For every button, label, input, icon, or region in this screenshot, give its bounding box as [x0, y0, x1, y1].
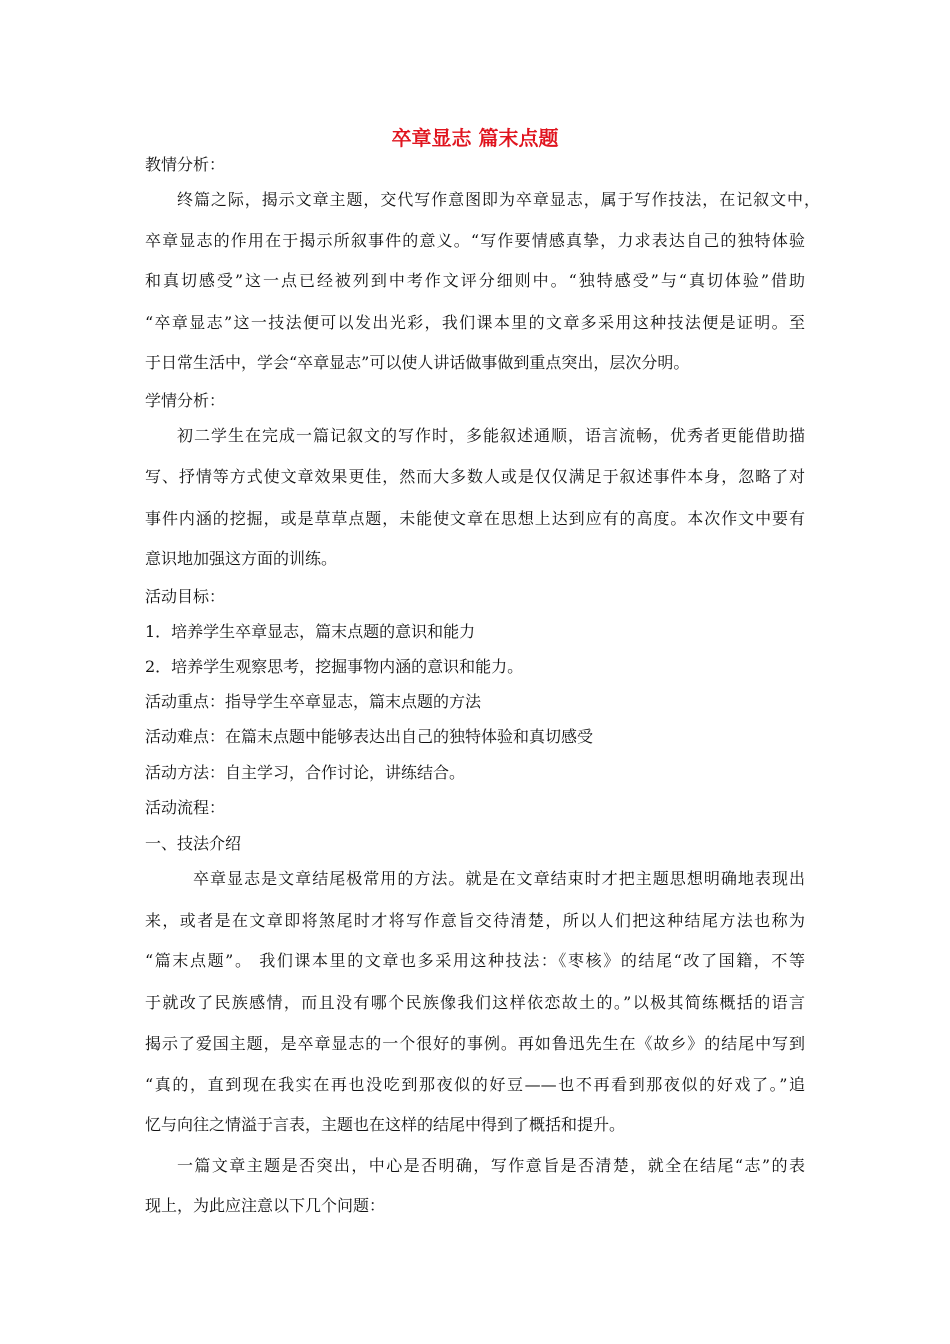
heading-student-analysis: 学情分析： [145, 391, 226, 410]
paragraph-line: 卒章显志是文章结尾极常用的方法。就是在文章结束时才把主题思想明确地表现出 [193, 869, 805, 888]
paragraph-line: “卒章显志”这一技法便可以发出光彩，我们课本里的文章多采用这种技法便是证明。至 [145, 313, 805, 332]
goal-item-2: 2．培养学生观察思考，挖掘事物内涵的意识和能力。 [145, 657, 524, 676]
heading-activity-goals: 活动目标： [145, 587, 226, 606]
heading-activity-process: 活动流程： [145, 798, 226, 817]
heading-teaching-analysis: 教情分析： [145, 155, 226, 174]
paragraph-line: “真的，直到现在我实在再也没吃到那夜似的好豆——也不再看到那夜似的好戏了。”追 [145, 1075, 805, 1094]
paragraph-line: 事件内涵的挖掘，或是草草点题，未能使文章在思想上达到应有的高度。本次作文中要有 [145, 509, 805, 528]
activity-focus: 活动重点：指导学生卒章显志，篇末点题的方法 [145, 692, 482, 711]
paragraph-line: 于日常生活中，学会“卒章显志”可以使人讲话做事做到重点突出，层次分明。 [145, 353, 690, 372]
activity-method: 活动方法：自主学习，合作讨论，讲练结合。 [145, 763, 466, 782]
paragraph-line: 揭示了爱国主题，是卒章显志的一个很好的事例。再如鲁迅先生在《故乡》的结尾中写到 [145, 1034, 805, 1053]
paragraph-line: 一篇文章主题是否突出，中心是否明确，写作意旨是否清楚，就全在结尾“志”的表 [177, 1156, 805, 1175]
paragraph-line: 意识地加强这方面的训练。 [145, 549, 338, 568]
paragraph-line: 来，或者是在文章即将煞尾时才将写作意旨交待清楚，所以人们把这种结尾方法也称为 [145, 911, 805, 930]
paragraph-line: 于就改了民族感情，而且没有哪个民族像我们这样依恋故土的。”以极其简练概括的语言 [145, 993, 805, 1012]
paragraph-line: 忆与向往之情溢于言表，主题也在这样的结尾中得到了概括和提升。 [145, 1115, 626, 1134]
goal-item-1: 1．培养学生卒章显志，篇末点题的意识和能力 [145, 622, 476, 641]
paragraph-line: 和真切感受”这一点已经被列到中考作文评分细则中。“独特感受”与“真切体验”借助 [145, 271, 805, 290]
section-heading-technique: 一、技法介绍 [145, 834, 242, 853]
paragraph-line: 初二学生在完成一篇记叙文的写作时，多能叙述通顺，语言流畅，优秀者更能借助描 [177, 426, 805, 445]
page-title: 卒章显志 篇末点题 [391, 126, 559, 150]
paragraph-line: 卒章显志的作用在于揭示所叙事件的意义。“写作要情感真挚，力求表达自己的独特体验 [145, 231, 805, 250]
paragraph-line: 现上，为此应注意以下几个问题： [145, 1196, 386, 1215]
paragraph-line: 写、抒情等方式使文章效果更佳，然而大多数人或是仅仅满足于叙述事件本身，忽略了对 [145, 467, 805, 486]
paragraph-line: “篇末点题”。 我们课本里的文章也多采用这种技法：《枣核》的结尾“改了国籍，不等 [145, 951, 805, 970]
paragraph-line: 终篇之际，揭示文章主题，交代写作意图即为卒章显志，属于写作技法，在记叙文中， [177, 190, 820, 209]
activity-difficulty: 活动难点：在篇末点题中能够表达出自己的独特体验和真切感受 [145, 727, 594, 746]
